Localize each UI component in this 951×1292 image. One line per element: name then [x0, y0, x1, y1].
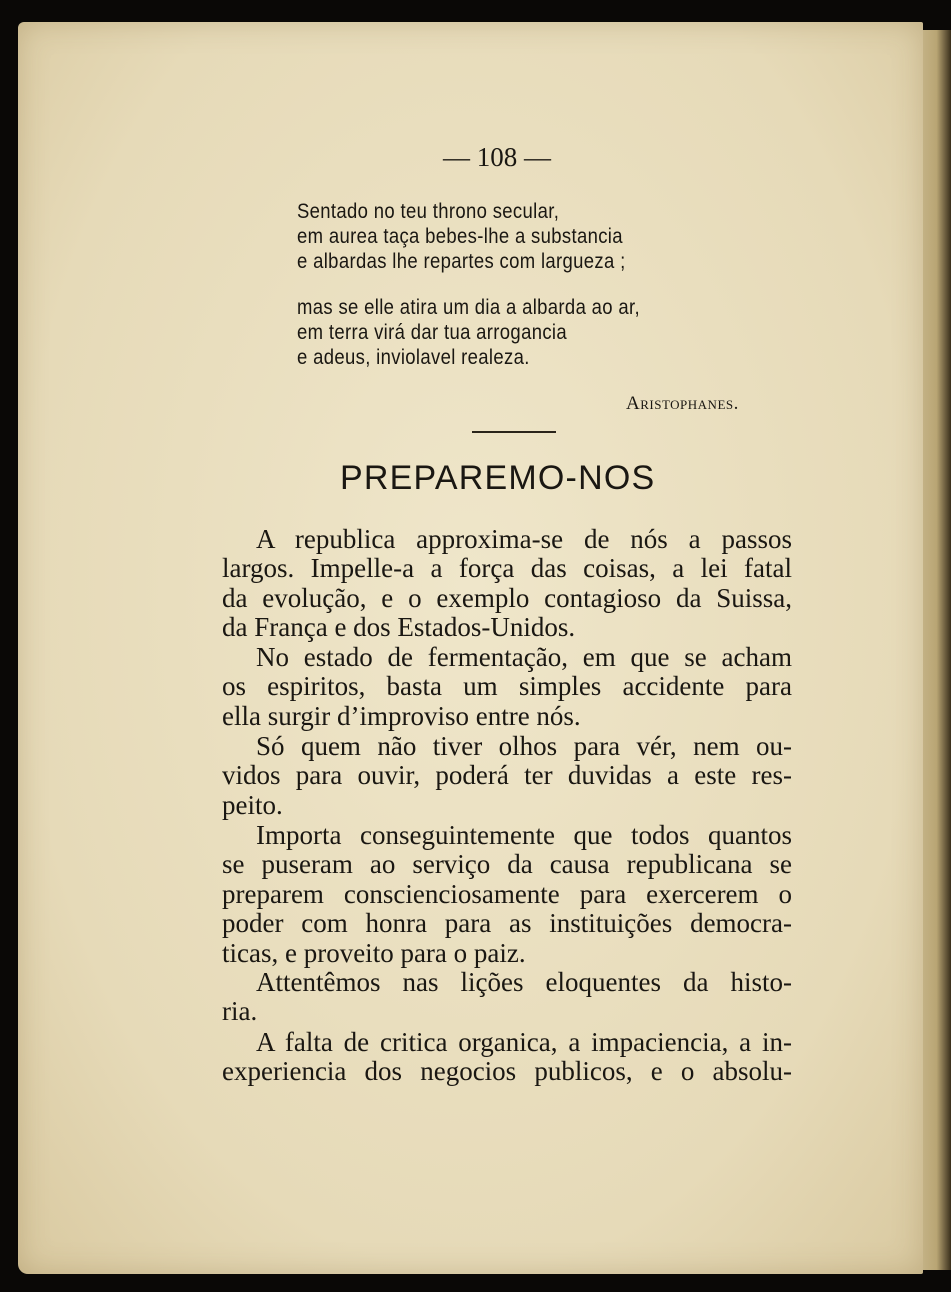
paragraph-line: A falta de critica organica, a impaciencia, a in-	[256, 1027, 792, 1057]
verse-line: e albardas lhe repartes com largueza ;	[297, 249, 626, 273]
verse-line: Sentado no teu throno secular,	[297, 199, 560, 223]
verse-line: em terra virá dar tua arrogancia	[297, 320, 567, 344]
paragraph-4	[222, 821, 792, 968]
epigraph-author: Aristophanes.	[626, 393, 739, 414]
paragraph-5	[222, 968, 792, 1027]
paragraph-1	[222, 525, 792, 643]
paragraph-line: Attentêmos nas lições eloquentes da histo-	[256, 967, 792, 997]
paragraph-3	[222, 732, 792, 820]
paragraph-line: ticas, e proveito para o paiz.	[222, 937, 526, 968]
verse-line: mas se elle atira um dia a albarda ao ar,	[297, 295, 641, 319]
paragraph-line: preparem conscienciosamente para exercerem o	[222, 878, 792, 909]
paragraph-line: se puseram ao serviço da causa republicana se	[222, 849, 792, 880]
verse-line: em aurea taça bebes-lhe a substancia	[297, 224, 623, 248]
paragraph-2	[222, 643, 792, 731]
paragraph-line: Importa conseguintemente que todos quantos	[256, 820, 792, 850]
paragraph-6	[222, 1028, 792, 1087]
paragraph-line: peito.	[222, 789, 283, 820]
paragraph-line: vidos para ouvir, poderá ter duvidas a este res-	[222, 760, 792, 791]
paragraph-line: da evolução, e o exemplo contagioso da Suissa,	[222, 582, 792, 613]
paragraph-line: ria.	[222, 996, 258, 1027]
paragraph-line: poder com honra para as instituições democra-	[222, 908, 792, 939]
paragraph-line: da França e dos Estados-Unidos.	[222, 612, 576, 643]
epigraph-stanza-1	[297, 199, 658, 274]
epigraph-stanza-2	[297, 295, 658, 370]
verse-line: e adeus, inviolavel realeza.	[297, 345, 530, 369]
paragraph-line: No estado de fermentação, em que se acham	[256, 642, 792, 672]
section-divider	[472, 431, 556, 433]
paragraph-line: os espiritos, basta um simples accidente para	[222, 671, 792, 702]
paragraph-line: experiencia dos negocios publicos, e o absolu-	[222, 1056, 792, 1087]
article-title: PREPAREMO-NOS	[340, 459, 656, 497]
paragraph-line: largos. Impelle-a a força das coisas, a lei fatal	[222, 553, 792, 584]
paragraph-line: A republica approxima-se de nós a passos	[256, 524, 792, 554]
paragraph-line: Só quem não tiver olhos para vér, nem ou-	[256, 731, 792, 761]
page-number: — 108 —	[443, 142, 551, 172]
paragraph-line: ella surgir d’improviso entre nós.	[222, 700, 581, 731]
